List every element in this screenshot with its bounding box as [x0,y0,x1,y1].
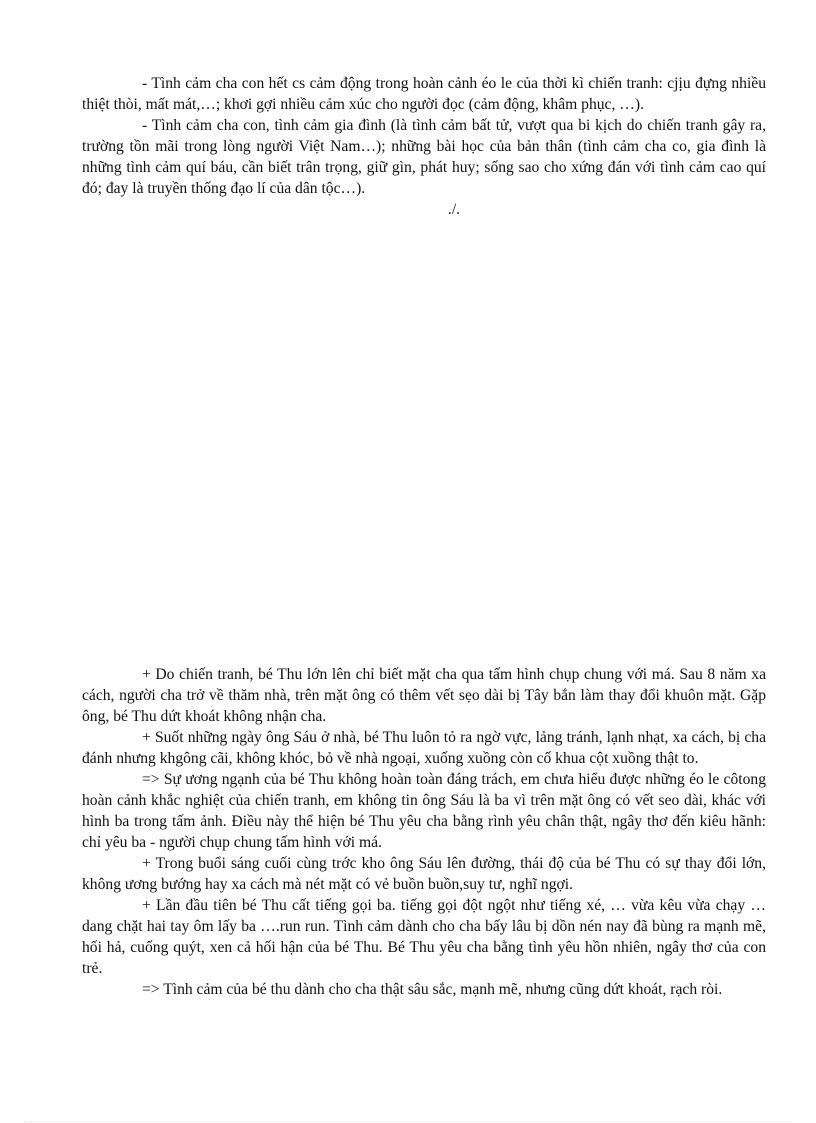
paragraph: + Trong buổi sáng cuối cùng trớc kho ông Sáu lên đường, thái độ của bé Thu có sự thay đổi lớn, không ương bướng hay xa cách mà nét mặt có vẻ buồn buồn,suy tư, nghĩ ngợi. [82,855,766,893]
paragraph: - Tình cảm cha con hết cs cảm động trong hoàn cảnh éo le của thời kì chiến tranh: cjịu đựng nhiều thiệt thòi, mất mát,…; khơi gợi nhiều cảm xúc cho người đọc (cảm động, khâm phục, …). [82,75,766,113]
end-mark: ./. [447,201,461,218]
page-bottom-divider [24,1121,792,1122]
bottom-text-block [82,664,766,1000]
paragraph: + Lần đầu tiên bé Thu cất tiếng gọi ba. tiếng gọi đột ngột như tiếng xé, … vừa kêu vừa chạy …dang chặt hai tay ôm lấy ba ….run run. Tình cảm dành cho cha bấy lâu bị dồn nén nay đã bùng ra mạnh mẽ, hối hả, cuống quýt, xen cả hối hận của bé Thu. Bé Thu yêu cha bằng tình yêu hồn nhiên, ngây thơ của con trẻ. [82,897,766,977]
paragraph: + Do chiến tranh, bé Thu lớn lên chỉ biết mặt cha qua tấm hình chụp chung với má. Sau 8 năm xa cách, người cha trở về thăm nhà, trên mặt ông có thêm vết sẹo dài bị Tây bắn làm thay đổi khuôn mặt. Gặp ông, bé Thu dứt khoát không nhận cha. [82,666,766,725]
top-text-block [82,73,766,220]
paragraph: + Suốt những ngày ông Sáu ở nhà, bé Thu luôn tỏ ra ngờ vực, lảng tránh, lạnh nhạt, xa cách, bị cha đánh nhưng khgông cãi, không khóc, bỏ về nhà ngoại, xuống xuồng còn cố khua cột xuồng thật to. [82,729,766,767]
paragraph: => Tình cảm của bé thu dành cho cha thật sâu sắc, mạnh mẽ, nhưng cũng dứt khoát, rạch ròi. [142,981,723,998]
paragraph: - Tình cảm cha con, tình cảm gia đình (là tình cảm bất tử, vượt qua bi kịch do chiến tranh gây ra, trường tồn mãi trong lòng người Việt Nam…); những bài học của bản thân (tình cảm cha co, gia đình là những tình cảm quí báu, cần biết trân trọng, giữ gìn, phát huy; sống sao cho xứng đán với tình cảm cao quí đó; đay là truyền thống đạo lí của dân tộc…). [82,117,766,197]
paragraph: => Sự ương ngạnh của bé Thu không hoàn toàn đáng trách, em chưa hiểu được những éo le côtong hoàn cảnh khắc nghiệt của chiến tranh, em không tin ông Sáu là ba vì trên mặt ông có vết seo dài, khác với hình ba trong tấm ảnh. Điều này thể hiện bé Thu yêu cha bằng rình yêu chân thật, ngây thơ đến kiêu hãnh: chỉ yêu ba - người chụp chung tấm hình với má. [82,771,766,851]
